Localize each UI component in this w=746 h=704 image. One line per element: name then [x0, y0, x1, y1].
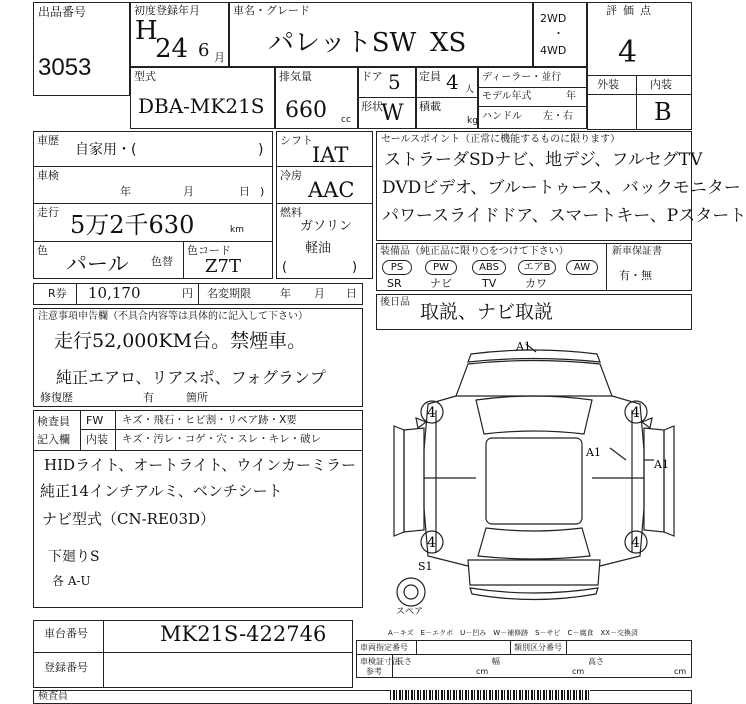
inspector-row1-key: FW	[86, 414, 104, 427]
person-unit: 人	[465, 85, 475, 95]
inspection-close: )	[260, 185, 265, 198]
inspection-label: 車検	[37, 169, 59, 182]
ac-label: 冷房	[280, 169, 302, 182]
barcode	[390, 690, 590, 700]
notes-label: 注意事項申告欄（不具合内容等は具体的に記入して下さい）	[38, 311, 308, 322]
fuel-label: 燃料	[280, 206, 302, 219]
reg-label: 登録番号	[44, 661, 88, 674]
recycle-yen: 円	[182, 287, 193, 300]
notes-line-1: 走行52,000KM台。禁煙車。	[54, 330, 307, 352]
month-unit: 月	[214, 51, 225, 64]
chassis-value: MK21S-422746	[160, 622, 327, 646]
spare-label: スペア	[396, 607, 424, 617]
recycle-label: R券	[48, 287, 67, 300]
name-change-year: 年	[280, 287, 291, 300]
inspector-label-2: 記入欄	[37, 433, 70, 446]
mileage-label: 走行	[37, 206, 59, 219]
equip-tv: TV	[482, 277, 497, 290]
reference-label: 参考	[366, 667, 382, 676]
mark-s1: S1	[418, 560, 433, 573]
mark-a1-right-door: A1	[586, 446, 601, 459]
reg-year: 24	[155, 34, 189, 64]
inspector-hand-1: HIDライト、オートライト、ウインカーミラー	[44, 456, 356, 474]
equip-sr: SR	[387, 277, 402, 290]
mileage-value: 5万2千630	[70, 211, 195, 239]
recycle-value: 10,170	[88, 284, 141, 302]
height-unit: cm	[674, 667, 687, 676]
lot-number: 3053	[38, 54, 92, 81]
color-value: パール	[66, 252, 129, 276]
inspector-hand-3: ナビ型式（CN-RE03D）	[42, 510, 216, 528]
bottom-label: 検査員	[38, 691, 68, 702]
name-change-month: 月	[314, 287, 325, 300]
score-value: 4	[618, 35, 638, 70]
history-close: )	[258, 142, 264, 158]
warranty-label: 新車保証書	[612, 246, 662, 257]
category-label: 類別区分番号	[514, 643, 562, 652]
car-name: パレットSW	[268, 28, 417, 58]
car-diagram	[376, 330, 692, 618]
interior-grade: B	[654, 98, 672, 126]
width-unit: cm	[572, 667, 585, 676]
equip-aw: AW	[566, 260, 598, 275]
mark-a1-front: A1	[516, 340, 531, 353]
color-code-label: 色コード	[187, 244, 231, 257]
interior-label: 内装	[650, 78, 672, 91]
fuel-paren-open: (	[282, 260, 288, 275]
name-change-day: 日	[346, 287, 357, 300]
equip-ps: PS	[382, 260, 412, 275]
sales-line-3: パワースライドドア、スマートキー、Pスタート	[382, 206, 746, 226]
repair-label: 修復歴	[40, 391, 73, 404]
mark-tire-rear-right: 4	[631, 535, 640, 551]
shift-label: シフト	[280, 134, 313, 147]
model-code: DBA-MK21S	[138, 94, 265, 118]
first-reg-label: 初度登録年月	[134, 4, 200, 17]
sales-points-label: セールスポイント（正常に機能するものに限ります）	[381, 134, 621, 145]
displacement-label: 排気量	[279, 70, 312, 83]
equip-navi: ナビ	[430, 277, 452, 290]
exterior-label: 外装	[597, 78, 619, 91]
later-items-value: 取説、ナビ取説	[420, 301, 554, 323]
fuel-gasoline: ガソリン	[300, 219, 353, 234]
mark-tire-front-left: 4	[427, 405, 436, 421]
bottom-box	[33, 690, 692, 704]
displacement-value: 660	[285, 98, 327, 123]
drive-dot: ・	[553, 27, 564, 40]
handle-value: 左・右	[543, 111, 573, 122]
inspector-hand-5: 各 A-U	[52, 574, 91, 588]
grade: XS	[430, 28, 467, 58]
length-label: 長さ	[396, 657, 412, 666]
inspection-year-unit: 年	[120, 185, 131, 198]
drive-2wd: 2WD	[540, 12, 567, 25]
era-letter: H	[135, 16, 158, 46]
model-year-unit: 年	[566, 91, 576, 102]
ac-value: AAC	[308, 178, 355, 202]
equip-pw: PW	[425, 260, 457, 275]
later-items-label: 後日品	[380, 297, 410, 308]
fuel-diesel: 軽油	[305, 241, 332, 256]
model-label: 型式	[134, 70, 156, 83]
height-label: 高さ	[588, 657, 604, 666]
km-unit: km	[230, 225, 244, 235]
door-value: 5	[388, 70, 401, 94]
equip-abs: ABS	[472, 260, 506, 275]
inspection-day-unit: 日	[239, 185, 250, 198]
cc-unit: cc	[341, 115, 351, 125]
shape-label: 形状	[361, 100, 383, 113]
repair-location: 箇所	[186, 391, 208, 404]
lot-label: 出品番号	[38, 5, 87, 19]
color-code-value: Z7T	[205, 256, 241, 277]
history-value: 自家用・(	[75, 142, 137, 158]
inspector-hand-2: 純正14インチアルミ、ベンチシート	[40, 482, 283, 500]
color-change-label: 色替	[151, 255, 173, 268]
mark-a1-right-side: A1	[654, 458, 669, 471]
name-change-label: 名変期限	[207, 287, 251, 300]
color-label: 色	[37, 244, 48, 257]
car-name-label: 車名・グレード	[233, 4, 310, 17]
handle-label: ハンドル	[482, 111, 522, 122]
fuel-paren-close: )	[352, 260, 358, 275]
equipment-label: 装備品（純正品に限り○をつけて下さい）	[380, 246, 569, 257]
inspector-row2-items: キズ・汚レ・コゲ・穴・スレ・キレ・破レ	[122, 433, 322, 445]
vehicle-spec-label: 車両指定番号	[360, 643, 408, 652]
chassis-label: 車台番号	[44, 627, 88, 640]
car-size-label: 車検証寸法	[360, 657, 400, 666]
inspector-row2-key: 内装	[86, 433, 108, 446]
equip-leather: カワ	[525, 277, 547, 290]
score-box	[587, 2, 692, 130]
capacity-label: 定員	[419, 70, 441, 83]
damage-legend: A－キズ E－エクボ U－凹み W－補修跡 S－サビ C－腐食 XX－交換済	[388, 629, 639, 637]
reg-month: 6	[198, 40, 210, 61]
drive-4wd: 4WD	[540, 44, 567, 57]
mark-tire-front-right: 4	[631, 405, 640, 421]
repair-value: 有	[143, 391, 154, 404]
score-label: 評価点	[606, 4, 657, 17]
length-unit: cm	[476, 667, 489, 676]
inspector-row1-items: キズ・飛石・ヒビ割・リペア跡・X要	[122, 414, 297, 426]
dealer-label: ディーラー・並行	[482, 72, 562, 83]
width-label: 幅	[492, 657, 500, 666]
inspector-label-1: 検査員	[37, 415, 70, 428]
sales-line-2: DVDビデオ、ブルートゥース、バックモニター	[382, 178, 741, 198]
equip-airbag: エアB	[518, 260, 556, 275]
capacity-value: 4	[446, 70, 459, 94]
mark-tire-rear-left: 4	[427, 535, 436, 551]
kg-unit: kg	[467, 116, 478, 126]
model-year-label: モデル年式	[482, 91, 532, 102]
door-label: ドア	[361, 70, 383, 83]
inspection-month-unit: 月	[183, 185, 194, 198]
shift-value: IAT	[312, 143, 349, 167]
history-label: 車歴	[37, 134, 59, 147]
inspector-hand-4: 下廻りS	[48, 549, 100, 565]
load-label: 積載	[419, 100, 441, 113]
shape-value: W	[381, 101, 404, 126]
notes-line-2: 純正エアロ、リアスポ、フォグランプ	[56, 368, 326, 387]
warranty-value: 有・無	[619, 269, 652, 282]
sales-line-1: ストラーダSDナビ、地デジ、フルセグTV	[384, 150, 703, 170]
